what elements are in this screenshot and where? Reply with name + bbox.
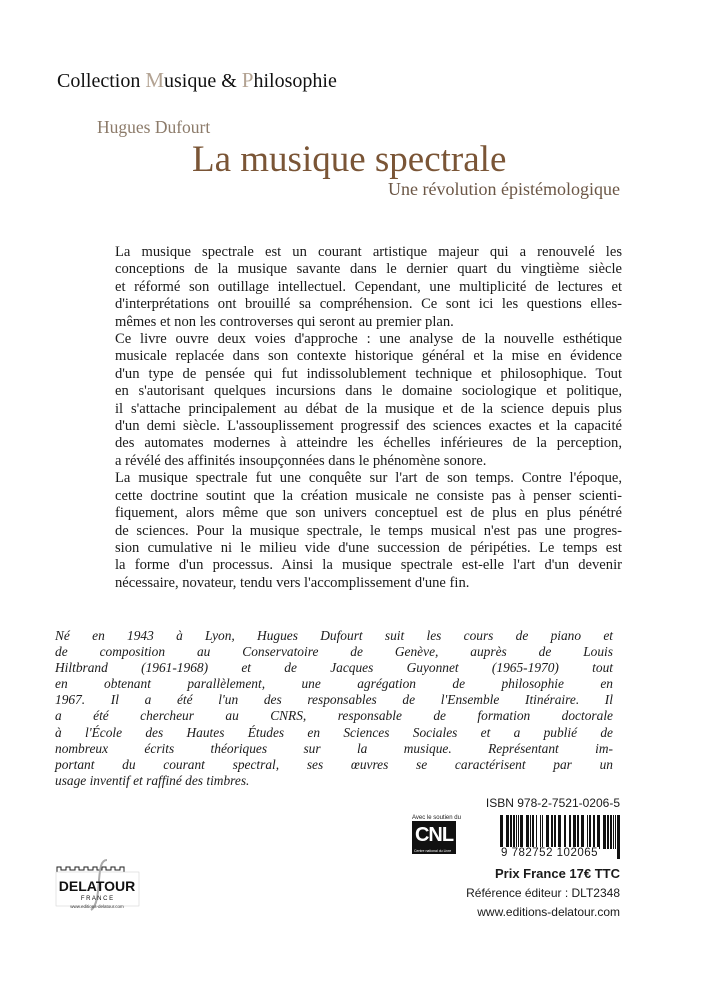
barcode-bar: [526, 815, 529, 849]
barcode-bar: [518, 815, 519, 849]
text-line: 1967. Il a été l'un des responsables de l'Ensemble Itinéraire. Il: [55, 692, 613, 708]
barcode-bar: [607, 815, 609, 849]
text-line: a été chercheur au CNRS, responsable de formation doctorale: [55, 708, 613, 724]
price: Prix France 17€ TTC: [495, 866, 620, 881]
barcode-bar: [597, 815, 600, 849]
text-line: usage inventif et raffiné des timbres.: [55, 772, 250, 788]
text-line: musicale replacée dans son contexte historique général et la mise en évidence: [115, 348, 622, 365]
text-line: mêmes et non les controverses qui seront au premier plan.: [115, 313, 454, 330]
barcode-bar: [581, 815, 584, 849]
book-title: La musique spectrale: [192, 139, 507, 180]
delatour-logo: [55, 858, 140, 914]
barcode-number: 9 782752 102065: [501, 847, 599, 859]
barcode-bar: [613, 815, 614, 849]
publisher-logo-text: DELATOUR: [58, 878, 136, 894]
text-line: de composition au Conservatoire de Genève, auprès de Louis: [55, 644, 613, 660]
collection-initial-m: M: [145, 68, 165, 92]
text-line: de sciences. Pour la musique spectrale, le temps musical n'est pas une progres-: [115, 522, 622, 539]
barcode-bar: [610, 815, 612, 849]
barcode-bar: [513, 815, 515, 849]
barcode-bar: [516, 815, 517, 849]
text-line: portant du courant spectral, ses œuvres se caractérisent par un: [55, 756, 613, 772]
publisher-url: www.editions-delatour.com: [70, 904, 124, 909]
text-line: d'interprétations ont brouillé sa compréhension. Ce sont ici les questions elles-: [115, 296, 622, 313]
collection-text-end: hilosophie: [253, 70, 337, 92]
barcode-bar: [569, 815, 571, 849]
collection-initial-p: P: [241, 68, 254, 92]
text-line: cette doctrine soutint que la création musicale ne consiste pas à penser scienti-: [115, 487, 622, 504]
barcode-bar: [593, 815, 595, 849]
text-line: en s'autorisant quelques incursions dans le domaine sociologique et politique,: [115, 383, 622, 400]
publisher-reference: Référence éditeur : DLT2348: [466, 886, 620, 900]
publisher-country: F R A N C E: [80, 896, 114, 902]
text-line: la forme d'un processus. Ainsi la musique spectrale est-elle l'art d'un devenir: [115, 557, 622, 574]
barcode-bar: [532, 815, 534, 849]
barcode-bar: [573, 815, 576, 849]
text-line: il s'attache principalement au débat de la musique et de la science depuis plus: [115, 400, 622, 417]
barcode-bar: [603, 815, 606, 849]
isbn: ISBN 978-2-7521-0206-5: [485, 796, 620, 810]
barcode-bar: [551, 815, 553, 849]
barcode-bar: [546, 815, 549, 849]
barcode-bar: [540, 815, 541, 849]
text-line: nécessaire, novateur, tendu vers l'accomplissement d'une fin.: [115, 574, 470, 591]
barcode-bar: [530, 815, 531, 849]
text-line: conceptions de la musique savante dans le dernier quart du vingtième siècle: [115, 261, 622, 278]
collection-name: [57, 68, 337, 93]
author-bio: [55, 628, 613, 789]
text-line: sion cumulative ni le milieu vide d'une succession de péripéties. Le temps est: [115, 539, 622, 556]
text-line: Hiltbrand (1961-1968) et de Jacques Guyonnet (1965-1970) tout: [55, 660, 613, 676]
text-line: La musique spectrale est un courant artistique majeur qui a renouvelé les: [115, 244, 622, 260]
barcode-bar: [520, 815, 523, 849]
text-line: des automates modernes à atteindre les échelles inférieures de la perception,: [115, 435, 622, 452]
cnl-subtitle: Centre national du Livre: [414, 849, 452, 853]
text-line: Né en 1943 à Lyon, Hugues Dufourt suit les cours de piano et: [55, 628, 613, 643]
barcode-bar: [510, 815, 512, 849]
text-line: nombreux écrits théoriques sur la musique. Représentant im-: [55, 740, 613, 756]
blurb-text: [115, 244, 622, 592]
cnl-logo-text: CNL: [414, 824, 454, 846]
text-line: à l'École des Hautes Études en Sciences Sociales et a publié de: [55, 724, 613, 740]
barcode-bar: [577, 815, 579, 849]
text-line: d'un demi siècle. L'assouplissement progressif des sciences exactes et la capacité: [115, 418, 622, 435]
barcode-bar: [617, 815, 620, 859]
text-line: fiquement, alors même que son univers conceptuel est de plus en plus pénétré: [115, 505, 622, 522]
collection-text: usique &: [164, 70, 242, 92]
cnl-logo: [412, 815, 461, 854]
text-line: a révélé des affinités insoupçonnées dans le phénomène sonore.: [115, 452, 487, 469]
website: www.editions-delatour.com: [477, 905, 620, 919]
text-line: d'un type de pensée qui fut indissolublement technique et philosophique. Tout: [115, 365, 622, 382]
barcode-bar: [536, 815, 537, 849]
cnl-caption: Avec le soutien du: [412, 815, 461, 821]
barcode-bar: [564, 815, 566, 849]
barcode-bar: [615, 815, 616, 849]
text-line: Ce livre ouvre deux voies d'approche : une analyse de la nouvelle esthétique: [115, 331, 622, 348]
author-name: Hugues Dufourt: [97, 117, 211, 137]
barcode-bar: [589, 815, 591, 849]
text-line: en obtenant parallèlement, une agrégation de philosophie en: [55, 676, 613, 692]
collection-prefix: Collection: [57, 70, 146, 92]
book-subtitle: Une révolution épistémologique: [388, 179, 620, 199]
barcode-bar: [542, 815, 543, 849]
barcode-bar: [554, 815, 556, 849]
text-line: et réformé son outillage intellectuel. Cependant, une multiplicité de lectures et: [115, 278, 622, 295]
barcode-bar: [506, 815, 509, 849]
barcode-bar: [587, 815, 588, 849]
text-line: La musique spectrale fut une conquête sur l'art de son temps. Contre l'époque,: [115, 470, 622, 487]
